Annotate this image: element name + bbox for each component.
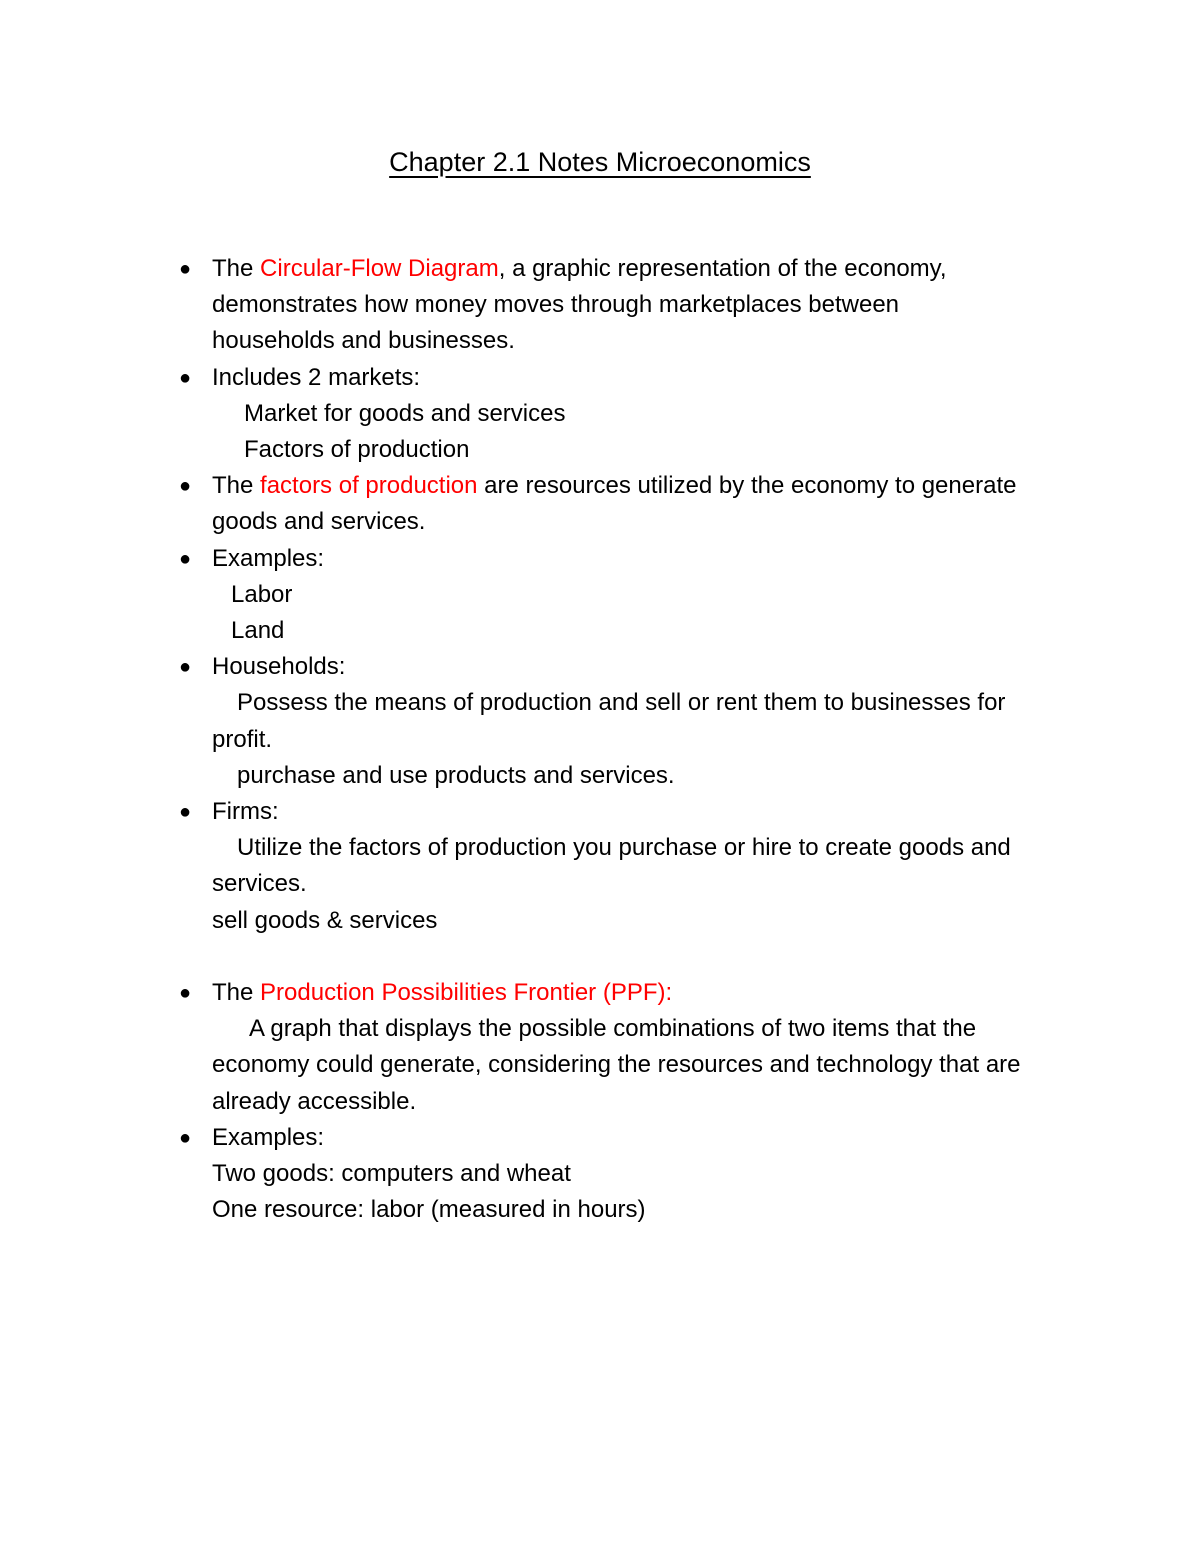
list-item-ppf-examples <box>179 1120 1082 1229</box>
bullet-icon: ● <box>179 475 192 498</box>
item-text: The <box>212 979 261 1007</box>
sub-item-continued: services. <box>212 870 307 898</box>
item-text: are resources utilized by the economy to generate <box>477 472 1017 500</box>
item-heading: Households: <box>212 653 346 681</box>
item-heading: Examples: <box>212 544 325 572</box>
item-line: demonstrates how money moves through marketplaces between <box>212 291 900 319</box>
item-line: already accessible. <box>212 1087 417 1115</box>
highlight-term: Circular-Flow Diagram <box>260 255 499 282</box>
list-item-households <box>179 649 1082 794</box>
sub-item: Land <box>231 617 285 645</box>
spacer <box>212 939 1082 975</box>
item-heading: Firms: <box>212 798 279 826</box>
item-text: , a graphic representation of the economy, <box>498 255 947 282</box>
bullet-icon: ● <box>179 656 192 679</box>
sub-item: One resource: labor (measured in hours) <box>212 1196 646 1224</box>
item-line <box>212 251 1082 287</box>
sub-item: Labor <box>231 580 293 608</box>
sub-item: sell goods & services <box>212 906 438 934</box>
item-line: A graph that displays the possible combinations of two items that the <box>249 1015 977 1043</box>
bullet-icon: ● <box>179 1126 192 1149</box>
list-item-ppf <box>179 975 1082 1120</box>
bullet-icon: ● <box>179 982 192 1005</box>
item-line: households and businesses. <box>212 327 515 355</box>
highlight-term: factors of production <box>260 472 478 500</box>
highlight-term: Production Possibilities Frontier (PPF): <box>260 979 673 1007</box>
item-line: economy could generate, considering the resources and technology that are <box>212 1051 1021 1079</box>
item-text: The <box>212 255 261 282</box>
page-title: Chapter 2.1 Notes Microeconomics <box>389 147 811 177</box>
bullet-icon: ● <box>179 547 192 570</box>
list-item-circular-flow <box>179 251 1082 360</box>
item-line: goods and services. <box>212 508 426 536</box>
sub-item: purchase and use products and services. <box>237 761 675 789</box>
sub-item: Two goods: computers and wheat <box>212 1160 571 1188</box>
item-line <box>212 975 1082 1011</box>
list-item-markets <box>179 360 1082 469</box>
item-line <box>212 468 1082 504</box>
sub-item: Possess the means of production and sell or rent them to businesses for <box>237 689 1006 717</box>
sub-item-continued: profit. <box>212 725 273 753</box>
list-item-firms <box>179 794 1082 939</box>
bullet-icon: ● <box>179 801 192 824</box>
bullet-icon: ● <box>179 258 192 280</box>
bullet-icon: ● <box>179 366 192 389</box>
list-item-examples <box>179 541 1082 650</box>
sub-item: Factors of production <box>244 436 470 464</box>
item-heading: Includes 2 markets: <box>212 363 421 391</box>
notes-list <box>179 251 1082 1228</box>
list-item-factors <box>179 468 1082 540</box>
sub-item: Market for goods and services <box>244 399 566 427</box>
sub-item: Utilize the factors of production you purchase or hire to create goods and <box>237 834 1011 862</box>
item-text: The <box>212 472 261 500</box>
item-heading: Examples: <box>212 1123 325 1151</box>
